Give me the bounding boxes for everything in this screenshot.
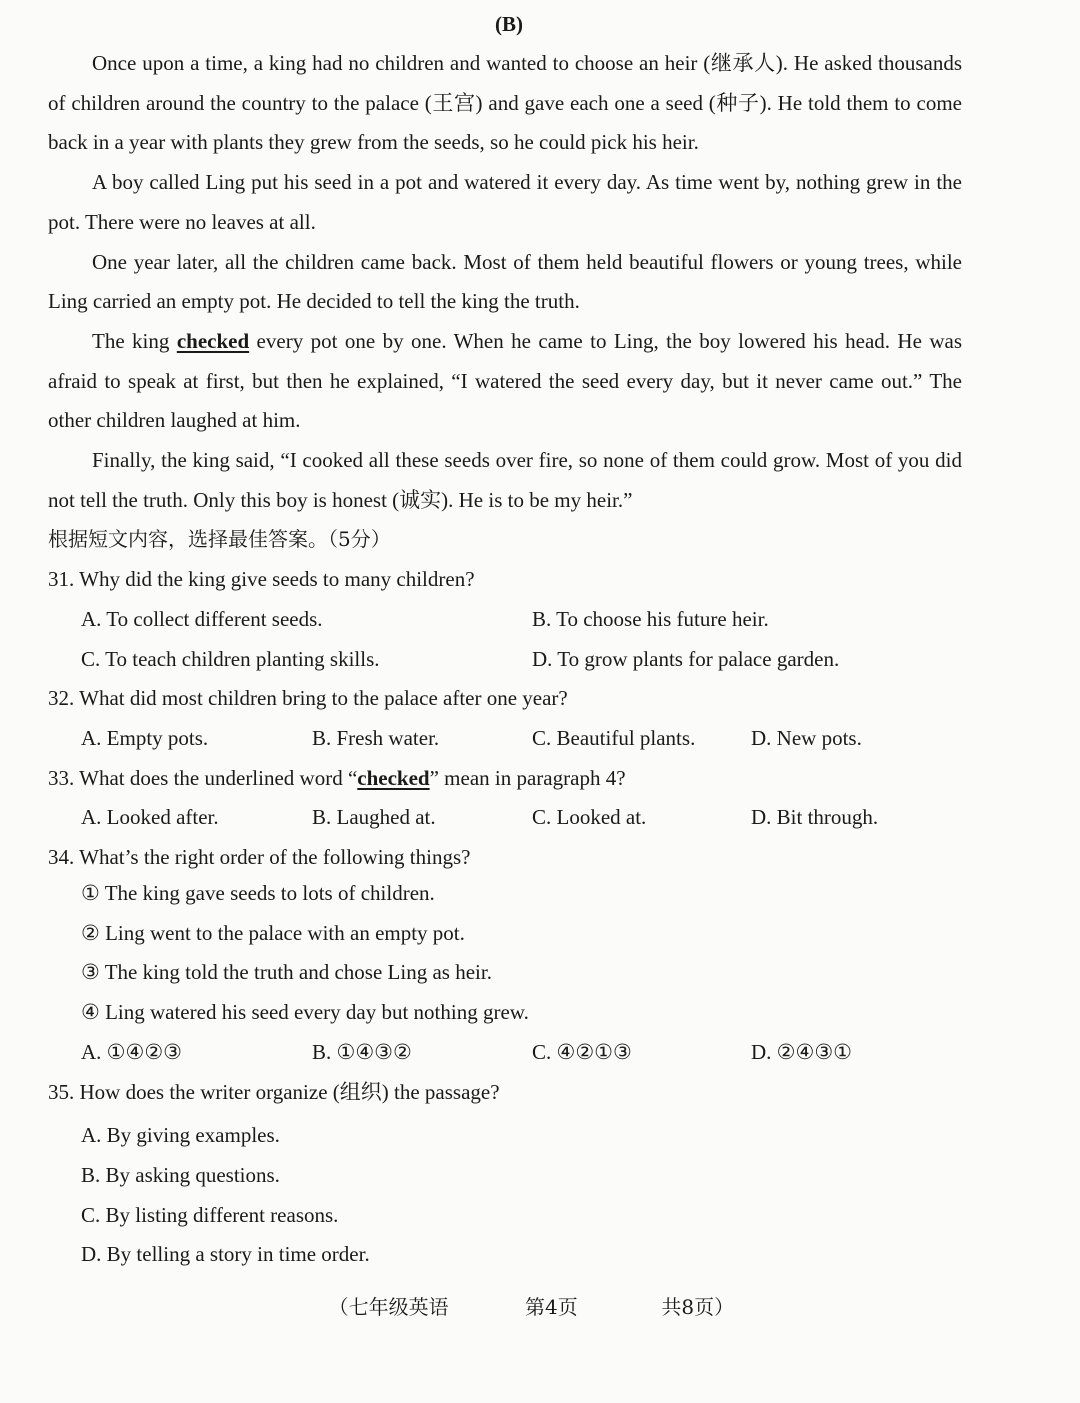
question-33-options — [48, 798, 962, 838]
question-35-stem: 35. How does the writer organize (组织) the passage? — [48, 1079, 500, 1104]
q34-option-d: D. ②④③① — [751, 1039, 852, 1064]
q35-option-c: C. By listing different reasons. — [81, 1202, 339, 1227]
q34-item-4: ④ Ling watered his seed every day but nothing grew. — [81, 1000, 529, 1025]
passage-paragraph-1: Once upon a time, a king had no children and wanted to choose an heir (继承人). He asked thousands of children around the country to the palace (王宫) and gave each one a seed (种子). He told them to come back in a year with plants they grew from the seeds, so he could pick his heir. — [48, 51, 962, 155]
paragraph-4-text-after: every pot one by one. When he came to Ling, the boy lowered his head. He was afraid to speak at first, but then he explained, “I watered the seed every day, but it never came out.” The other children laughed at him. — [48, 328, 962, 433]
q32-option-d: D. New pots. — [751, 725, 862, 750]
q33-option-a: A. Looked after. — [81, 805, 219, 830]
q34-option-a: A. ①④②③ — [81, 1039, 182, 1064]
q31-option-b: B. To choose his future heir. — [532, 606, 769, 631]
q31-option-c: C. To teach children planting skills. — [81, 646, 380, 671]
q33-stem-after: ” mean in paragraph 4? — [429, 765, 626, 790]
q31-option-d: D. To grow plants for palace garden. — [532, 646, 840, 671]
q34-item-3: ③ The king told the truth and chose Ling as heir. — [81, 960, 492, 985]
question-31-options-row-1 — [48, 600, 962, 640]
q34-item-2: ② Ling went to the palace with an empty pot. — [81, 920, 465, 945]
q35-option-b: B. By asking questions. — [81, 1162, 280, 1187]
q32-option-c: C. Beautiful plants. — [532, 725, 696, 750]
q35-option-d: D. By telling a story in time order. — [81, 1242, 370, 1267]
q32-option-a: A. Empty pots. — [81, 725, 209, 750]
q31-option-a: A. To collect different seeds. — [81, 606, 323, 631]
question-31-stem: 31. Why did the king give seeds to many children? — [48, 567, 475, 592]
paragraph-4-text-before: The king — [92, 328, 177, 353]
passage-paragraph-4 — [48, 322, 962, 441]
q34-option-b: B. ①④③② — [312, 1039, 412, 1064]
question-34-stem: 34. What’s the right order of the following things? — [48, 845, 471, 870]
passage-paragraph-5: Finally, the king said, “I cooked all these seeds over fire, so none of them could grow. Most of you did not tell the truth. Only this boy is honest (诚实). He is to be my heir.” — [48, 448, 962, 512]
q35-option-a: A. By giving examples. — [81, 1123, 280, 1148]
exam-page — [48, 4, 962, 1275]
page-footer — [0, 1287, 1080, 1327]
q33-underlined-word: checked — [357, 765, 430, 790]
q32-option-b: B. Fresh water. — [312, 725, 440, 750]
question-32-options — [48, 719, 962, 759]
instruction: 根据短文内容，选择最佳答案。（5分） — [48, 527, 391, 552]
underlined-word-checked: checked — [176, 328, 250, 353]
q33-stem-before: 33. What does the underlined word “ — [48, 765, 358, 790]
question-33-stem — [48, 759, 962, 799]
passage-paragraph-3: One year later, all the children came back. Most of them held beautiful flowers or young trees, while Ling carried an empty pot. He decided to tell the king the truth. — [48, 249, 962, 314]
footer-page-number: 第4页 — [525, 1295, 578, 1319]
footer-subject: （七年级英语 — [328, 1295, 449, 1319]
section-title: (B) — [495, 12, 523, 36]
footer-total-pages: 共8页） — [661, 1295, 735, 1319]
q34-option-c: C. ④②①③ — [532, 1039, 632, 1064]
q33-option-b: B. Laughed at. — [312, 805, 436, 830]
question-34-options — [48, 1033, 962, 1073]
q34-item-1: ① The king gave seeds to lots of children. — [81, 881, 435, 906]
passage-paragraph-2: A boy called Ling put his seed in a pot and watered it every day. As time went by, nothing grew in the pot. There were no leaves at all. — [48, 170, 962, 234]
question-31-options-row-2 — [48, 640, 962, 680]
q33-option-c: C. Looked at. — [532, 805, 647, 830]
question-32-stem: 32. What did most children bring to the palace after one year? — [48, 686, 568, 711]
q33-option-d: D. Bit through. — [751, 805, 879, 830]
